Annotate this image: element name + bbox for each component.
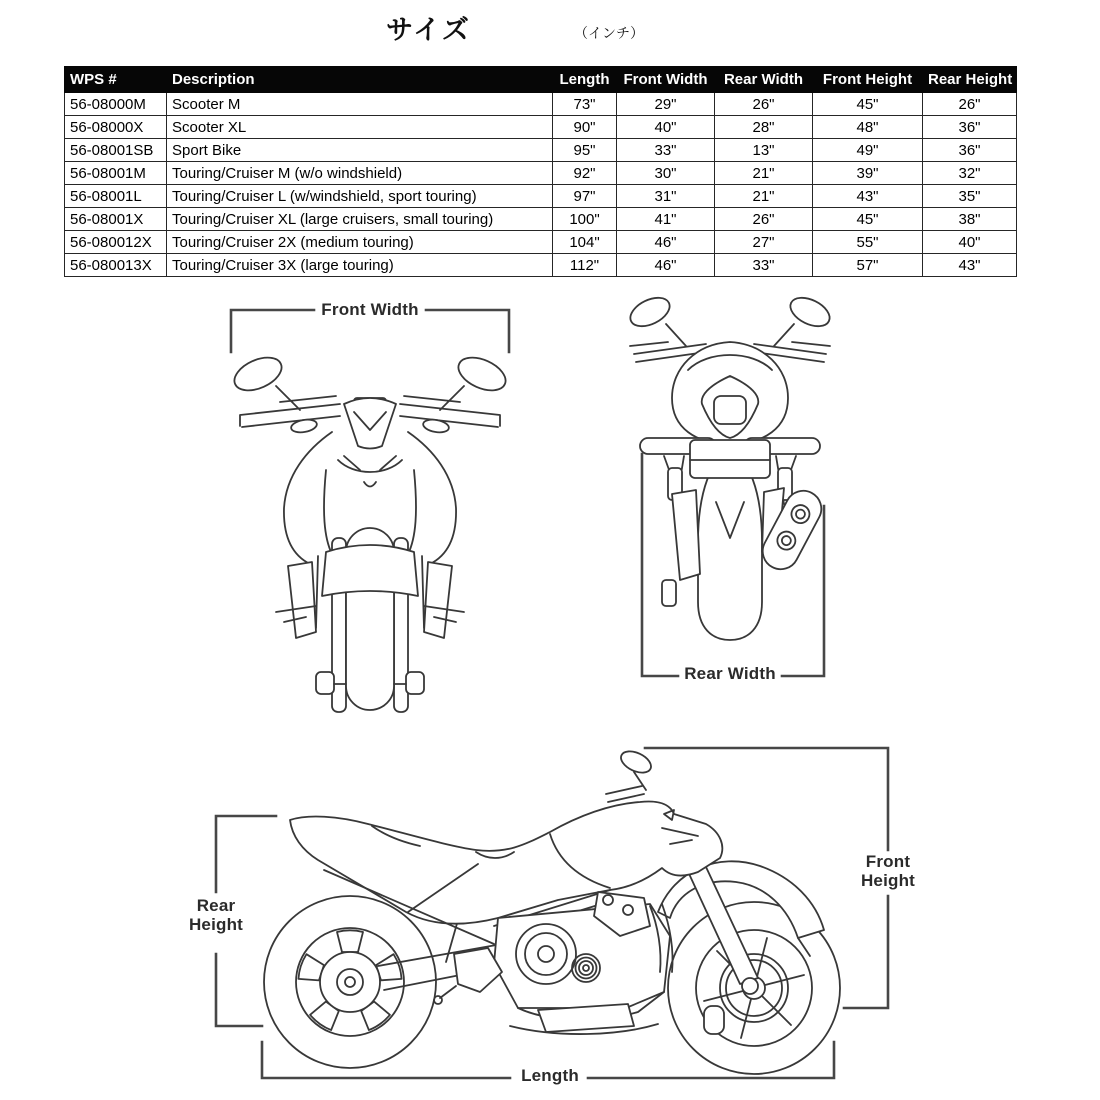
front-width-bracket-right — [426, 310, 509, 352]
table-row — [65, 185, 1017, 208]
size-table — [64, 66, 1017, 277]
mirror — [618, 747, 655, 777]
table-row — [65, 93, 1017, 116]
cell-rear-height: 38" — [923, 208, 1017, 231]
table-row — [65, 139, 1017, 162]
rear-height-bracket — [216, 816, 276, 892]
cell-rear-height: 26" — [923, 93, 1017, 116]
cell-description: Sport Bike — [167, 139, 553, 162]
cell-front-height: 48" — [813, 116, 923, 139]
table-row — [65, 116, 1017, 139]
cell-description: Scooter M — [167, 93, 553, 116]
cell-wps-number: 56-08001M — [65, 162, 167, 185]
rear-rack — [690, 440, 770, 478]
cell-rear-width: 33" — [715, 254, 813, 277]
cell-description: Touring/Cruiser XL (large cruisers, small touring) — [167, 208, 553, 231]
front-width-label: Front Width — [321, 300, 419, 319]
cell-rear-width: 21" — [715, 185, 813, 208]
cell-length: 95" — [553, 139, 617, 162]
cell-rear-height: 40" — [923, 231, 1017, 254]
cell-wps-number: 56-08001SB — [65, 139, 167, 162]
cell-rear-width: 13" — [715, 139, 813, 162]
cell-length: 104" — [553, 231, 617, 254]
cell-front-height: 49" — [813, 139, 923, 162]
col-header-rear-height: Rear Height — [923, 67, 1017, 93]
cell-rear-width: 26" — [715, 208, 813, 231]
front-height-label: Front Height — [860, 852, 916, 891]
windscreen — [344, 398, 396, 449]
brake-caliper — [704, 1006, 724, 1034]
cell-length: 100" — [553, 208, 617, 231]
cell-front-width: 46" — [617, 254, 715, 277]
cell-rear-height: 32" — [923, 162, 1017, 185]
col-header-length: Length — [553, 67, 617, 93]
motorcycle-front-view-diagram — [228, 298, 512, 712]
cell-front-width: 33" — [617, 139, 715, 162]
cell-wps-number: 56-08000M — [65, 93, 167, 116]
cell-rear-height: 36" — [923, 139, 1017, 162]
cell-front-height: 55" — [813, 231, 923, 254]
cell-rear-height: 35" — [923, 185, 1017, 208]
cell-wps-number: 56-08000X — [65, 116, 167, 139]
rear-width-label: Rear Width — [684, 664, 776, 683]
cell-rear-height: 43" — [923, 254, 1017, 277]
cell-front-height: 45" — [813, 208, 923, 231]
table-row — [65, 254, 1017, 277]
right-mirror — [453, 351, 510, 397]
size-table-header — [65, 67, 1017, 93]
motorcycle-side-view-diagram — [158, 740, 920, 1092]
cell-rear-height: 36" — [923, 116, 1017, 139]
cell-length: 90" — [553, 116, 617, 139]
cell-front-width: 31" — [617, 185, 715, 208]
col-header-rear-width: Rear Width — [715, 67, 813, 93]
cell-wps-number: 56-080013X — [65, 254, 167, 277]
cell-description: Touring/Cruiser L (w/windshield, sport touring) — [167, 185, 553, 208]
cell-front-height: 57" — [813, 254, 923, 277]
cell-front-width: 46" — [617, 231, 715, 254]
front-fender — [322, 545, 418, 596]
page-title: サイズ — [386, 15, 471, 45]
cell-length: 97" — [553, 185, 617, 208]
table-row — [65, 162, 1017, 185]
cell-rear-width: 27" — [715, 231, 813, 254]
cell-wps-number: 56-08001L — [65, 185, 167, 208]
cell-length: 112" — [553, 254, 617, 277]
tail-cowl — [672, 342, 788, 444]
cell-rear-width: 28" — [715, 116, 813, 139]
cell-length: 92" — [553, 162, 617, 185]
col-header-front-width: Front Width — [617, 67, 715, 93]
cell-front-width: 40" — [617, 116, 715, 139]
cell-front-height: 45" — [813, 93, 923, 116]
cell-front-height: 43" — [813, 185, 923, 208]
handlebar — [240, 404, 340, 426]
table-row — [65, 231, 1017, 254]
cell-wps-number: 56-080012X — [65, 231, 167, 254]
page-subtitle-unit: （インチ） — [574, 25, 644, 41]
cell-description: Touring/Cruiser 3X (large touring) — [167, 254, 553, 277]
size-table-body — [65, 93, 1017, 277]
col-header-description: Description — [167, 67, 553, 93]
cell-description: Touring/Cruiser M (w/o windshield) — [167, 162, 553, 185]
cell-description: Scooter XL — [167, 116, 553, 139]
table-row — [65, 208, 1017, 231]
cell-front-height: 39" — [813, 162, 923, 185]
cell-wps-number: 56-08001X — [65, 208, 167, 231]
cell-description: Touring/Cruiser 2X (medium touring) — [167, 231, 553, 254]
cell-rear-width: 26" — [715, 93, 813, 116]
cell-front-width: 29" — [617, 93, 715, 116]
length-label: Length — [521, 1066, 579, 1085]
front-width-bracket — [231, 310, 314, 352]
cell-rear-width: 21" — [715, 162, 813, 185]
left-mirror — [229, 351, 286, 397]
cell-front-width: 41" — [617, 208, 715, 231]
col-header-front-height: Front Height — [813, 67, 923, 93]
col-header-wps-number: WPS # — [65, 67, 167, 93]
rear-height-label: Rear Height — [188, 896, 244, 935]
cell-front-width: 30" — [617, 162, 715, 185]
cell-length: 73" — [553, 93, 617, 116]
motorcycle-rear-view-diagram — [628, 292, 832, 692]
